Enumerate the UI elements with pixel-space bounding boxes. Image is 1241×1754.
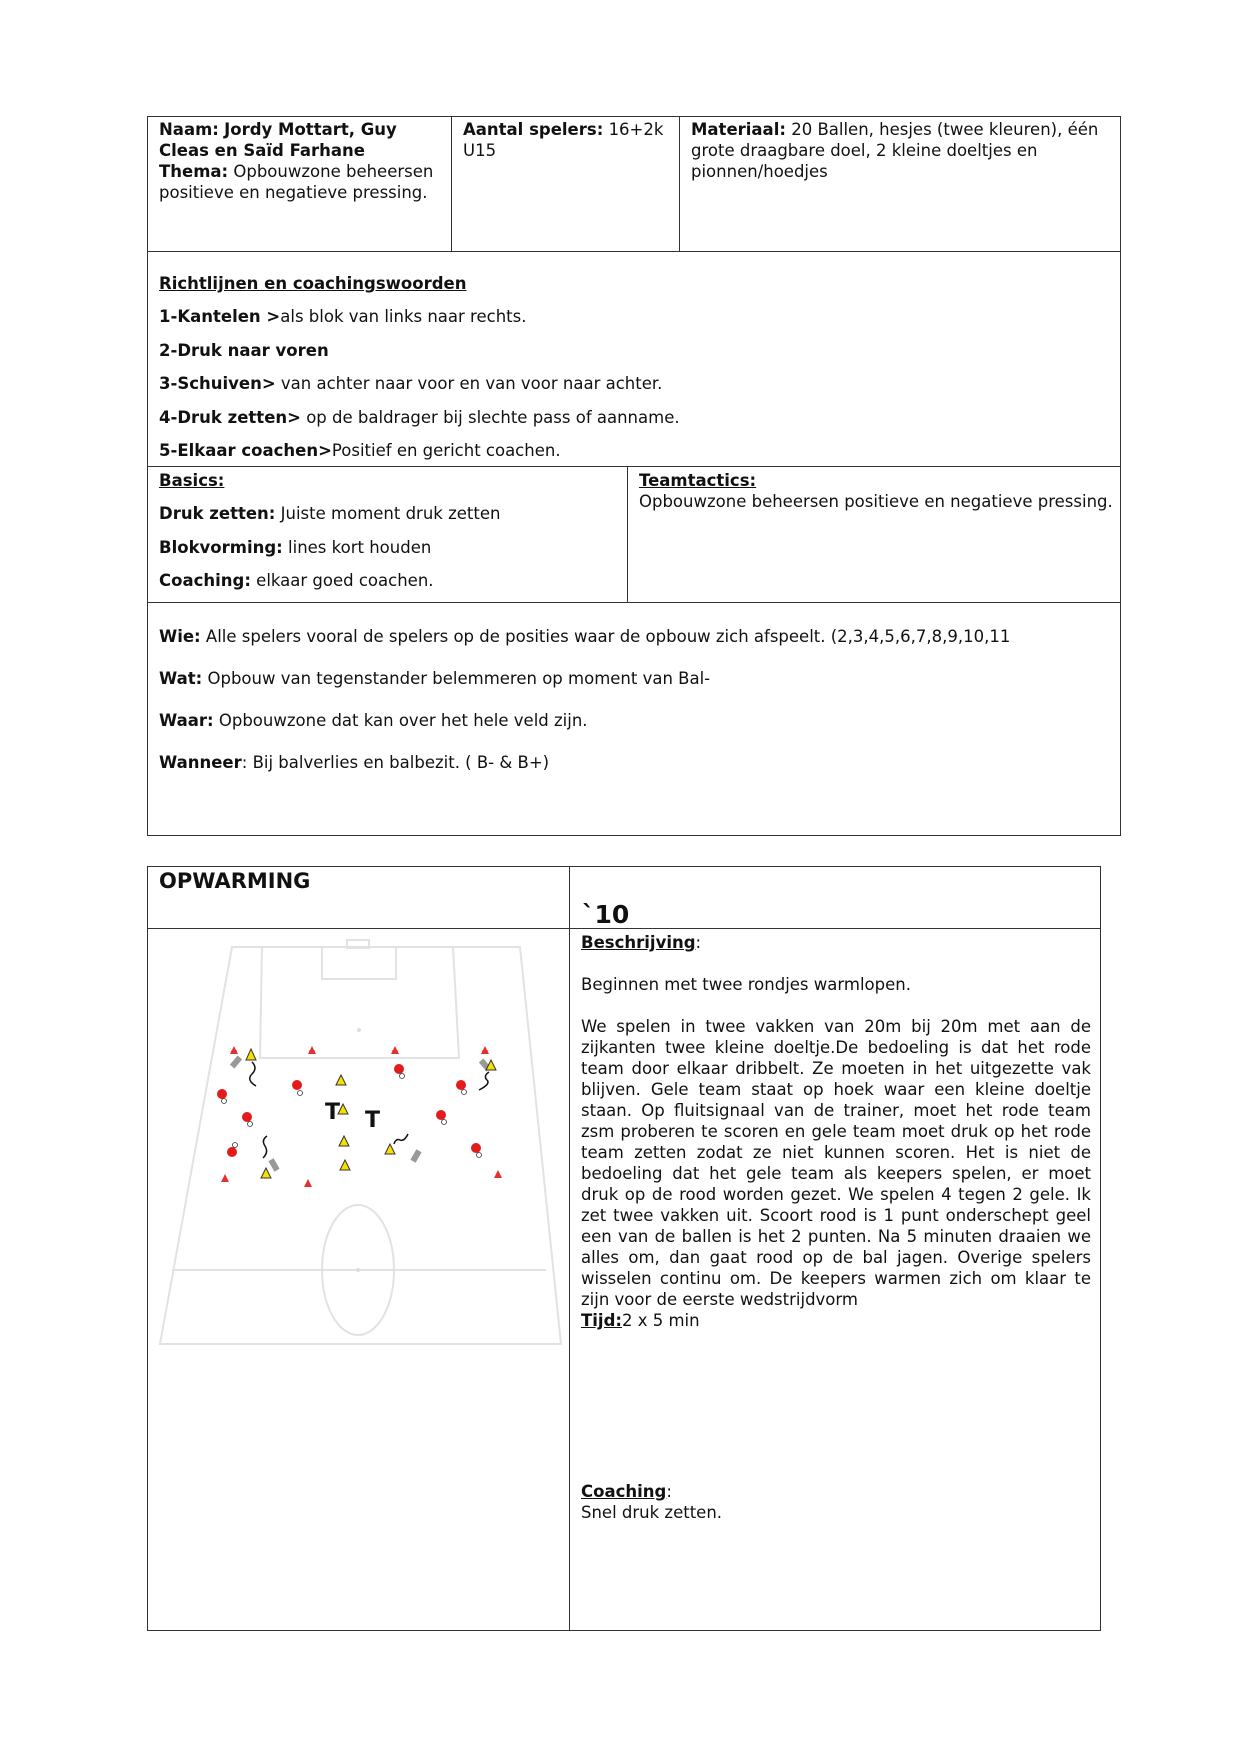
thema-value: Opbouwzone beheersen positieve en negatieve pressing. — [159, 162, 434, 202]
beschrijving-label: Beschrijving — [581, 933, 696, 952]
tijd-label: Tijd: — [581, 1311, 622, 1330]
wat-line: Wat: Opbouw van tegenstander belemmeren op moment van Bal- — [159, 669, 711, 688]
richtlijn-item: 2-Druk naar voren — [159, 340, 329, 360]
naam-label: Naam: — [159, 120, 219, 139]
materiaal-value: 20 Ballen, hesjes (twee kleuren), één grote draagbare doel, 2 kleine doeltjes en pionnen/hoedjes — [691, 120, 1099, 181]
penalty-spot — [357, 1028, 361, 1032]
field-outline — [160, 947, 561, 1344]
body-text: We spelen in twee vakken van 20m bij 20m met aan de zijkanten twee kleine doeltje.De bedoeling is dat het rode team door elkaar dribbelt. Ze moeten in het uitgezette vak blijven. Gele team staat op hoek waar een kleine doeltje staan. Op fluitsignaal van de trainer, moet het rode team zsm proberen te scoren en gele team moet druk op het rode team zetten zodat ze niet kunnen scoren. Het is niet de bedoeling dat het gele team als keepers spelen, er moet druk op de rood worden gezet. We spelen 4 tegen 2 gele. Ik zet twee vakken uit. Scoort rood is 1 punt onderschept geel een van de ballen is het 2 punten. Na 5 minuten draaien we alles om, dan gaat rood op de bal jagen. Overige spelers wisselen continu om. De keepers warmen zich om klaar te zijn voor de eerste wedstrijdvorm — [581, 1017, 1091, 1309]
spelers-label: Aantal spelers: — [463, 120, 604, 139]
materiaal-label: Materiaal: — [691, 120, 786, 139]
basics-section — [159, 470, 619, 591]
richtlijnen-title: Richtlijnen en coachingswoorden — [159, 274, 467, 293]
trainer-mark: T — [325, 1100, 341, 1125]
basics-item: Druk zetten: Juiste moment druk zetten — [159, 504, 501, 523]
trainer-mark: T — [365, 1108, 381, 1133]
richtlijn-item: 5-Elkaar coachen>Positief en gericht coachen. — [159, 441, 561, 461]
small-goal-icon — [230, 1055, 491, 1171]
basics-item: Blokvorming: lines kort houden — [159, 537, 432, 557]
divider — [627, 466, 628, 602]
divider — [569, 866, 570, 1631]
coaching-label: Coaching — [581, 1482, 667, 1501]
divider — [147, 602, 1121, 603]
opwarming-time: `10 — [582, 900, 630, 929]
naam-value: Jordy Mottart, Guy Cleas en Saïd Farhane — [159, 120, 397, 160]
coaching-block: Coaching: Snel druk zetten. — [581, 1481, 1091, 1523]
cone-icon — [221, 1046, 502, 1187]
richtlijnen-section — [159, 267, 1109, 467]
teamtactics-title: Teamtactics: — [639, 471, 757, 490]
richtlijn-item: 1-Kantelen >als blok van links naar rechts. — [159, 307, 527, 327]
waar-line: Waar: Opbouwzone dat kan over het hele veld zijn. — [159, 711, 588, 730]
penalty-area — [260, 947, 459, 1058]
red-player-icon — [217, 1064, 481, 1157]
center-spot — [356, 1268, 360, 1272]
wwww-section — [159, 626, 1114, 773]
wie-line: Wie: Alle spelers vooral de spelers op de posities waar de opbouw zich afspeelt. (2,3,4,5,6,7,8,9,10,11 — [159, 627, 1011, 646]
richtlijn-item: 4-Druk zetten> op de baldrager bij slechte pass of aanname. — [159, 407, 680, 427]
divider — [679, 116, 680, 251]
tijd-value: 2 x 5 min — [621, 1311, 700, 1330]
richtlijn-item: 3-Schuiven> van achter naar voor en van voor naar achter. — [159, 374, 663, 394]
divider — [147, 251, 1121, 252]
wanneer-line: Wanneer: Bij balverlies en balbezit. ( B- & B+) — [159, 753, 550, 772]
naam-cell — [159, 119, 444, 203]
materiaal-cell — [691, 119, 1111, 182]
opwarming-title: OPWARMING — [159, 869, 311, 893]
spelers-age: U15 — [463, 141, 497, 160]
coaching-value: Snel druk zetten. — [581, 1503, 723, 1522]
basics-title: Basics: — [159, 471, 225, 490]
spelers-cell — [463, 119, 673, 161]
teamtactics-text: Opbouwzone beheersen positieve en negatieve pressing. — [639, 492, 1113, 511]
basics-item: Coaching: elkaar goed coachen. — [159, 571, 434, 590]
divider — [451, 116, 452, 251]
field-diagram — [150, 932, 565, 1352]
opwarming-description: Beschrijving: Beginnen met twee rondjes warmlopen. We spelen in twee vakken van 20m bij 20m met aan de zijkanten twee kleine doeltje.De bedoeling is dat het rode team door elkaar dribbelt. Ze moeten in het uitgezette vak blijven. Gele team staat op hoek waar een kleine doeltje staan. Op fluitsignaal van de trainer, moet het rode team zsm proberen te scoren en gele team moet druk op het rode team zetten zodat ze niet kunnen scoren. Het is niet de bedoeling dat het gele team als keepers spelen, er moet druk op de rood worden gezet. We spelen 4 tegen 2 gele. Ik zet twee vakken uit. Scoort rood is 1 punt onderschept geel een van de ballen is het 2 punten. Na 5 minuten draaien we alles om, dan gaat rood op de bal jagen. Overige spelers wisselen continu om. De keepers warmen zich om klaar te zijn voor de eerste wedstrijdvorm Tijd:2 x 5 min — [581, 933, 1091, 1330]
teamtactics-section — [639, 470, 1119, 512]
goal-area — [322, 947, 396, 979]
thema-label: Thema: — [159, 162, 229, 181]
spelers-value: 16+2k — [608, 120, 664, 139]
intro-text: Beginnen met twee rondjes warmlopen. — [581, 975, 911, 994]
